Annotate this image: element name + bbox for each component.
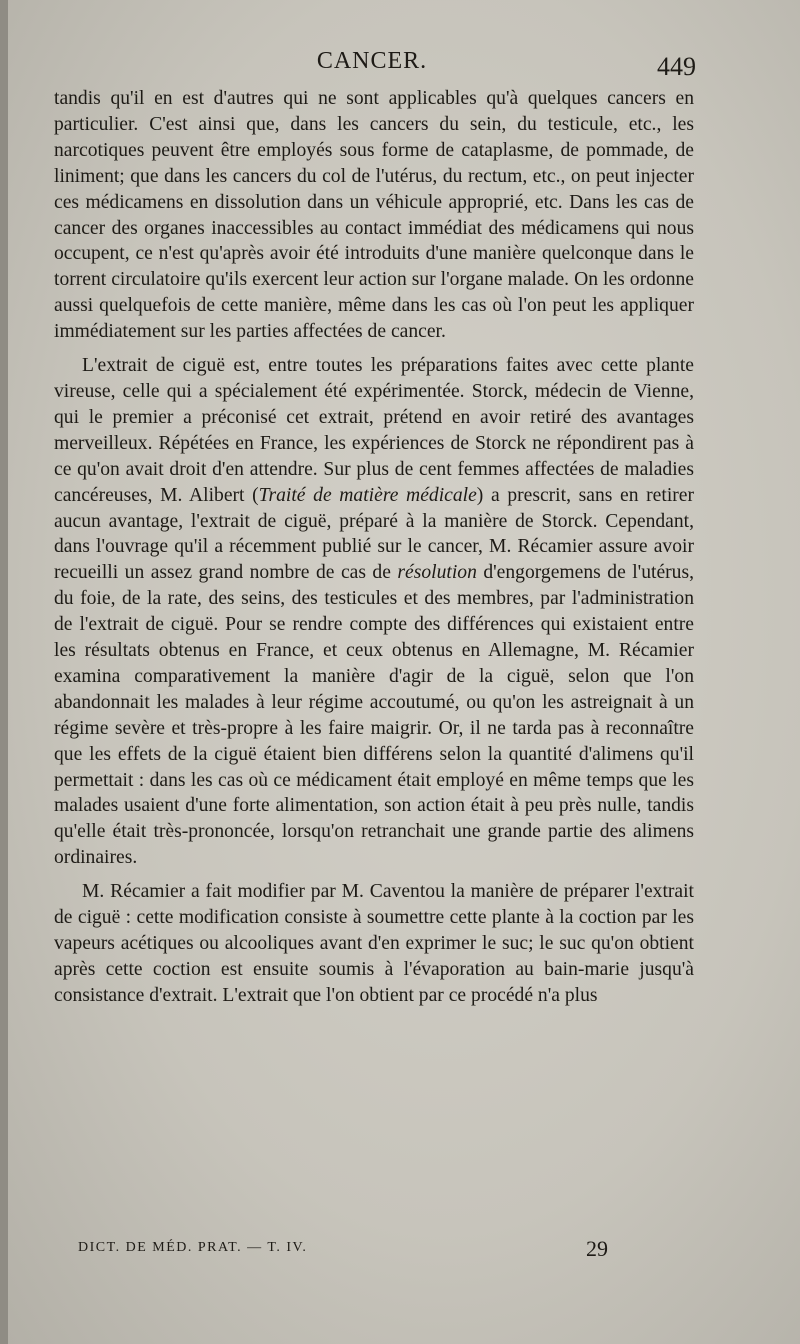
- running-title: CANCER.: [316, 48, 428, 74]
- running-head: [48, 48, 696, 88]
- paragraph-text: tandis qu'il en est d'autres qui ne sont applicables qu'à quelques cancers en particulier. C'est ainsi que, dans les cancers du sein, du testicule, etc., les narcotiques peuvent être employés sous forme de cataplasme, de pommade, de liniment; que dans les cancers du col de l'utérus, du rectum, etc., on peut injecter ces médicamens en dissolution dans un véhicule approprié, etc. Dans les cas de cancer des organes inaccessibles au contact immédiat des médicamens qui nous occupent, ce n'est qu'après avoir été introduits d'une manière quelconque dans le torrent circulatoire qu'ils exercent leur action sur l'organe malade. On les ordonne aussi quelquefois de cette manière, même dans les cas où l'on peut les appliquer immédiatement sur les parties affectées de cancer.: [54, 88, 694, 343]
- book-title-italic: Traité de matière médicale: [258, 484, 477, 506]
- paragraph-continuation: [54, 86, 694, 345]
- paragraph-text: d'engorgemens de l'utérus, du foie, de la rate, des seins, des testicules et des membres, par l'administration de l'extrait de ciguë. Pour se rendre compte des différences qui existaient entre les résultats obtenus en France, et ceux obtenus en Allemagne, M. Récamier examina comparativement la manière d'agir de la ciguë, selon que l'on abandonnait les malades à leur régime accoutumé, ou qu'on les astreignait à un régime sevère et très-propre à les faire maigrir. Or, il ne tarda pas à reconnaître que les effets de la ciguë étaient bien différens selon la quantité d'alimens qu'il permettait : dans les cas où ce médicament était employé en même temps que les malades usaient d'une forte alimentation, son action était à peu près nulle, tandis qu'elle était très-prononcée, lorsqu'on retranchait une grande partie des alimens ordinaires.: [54, 562, 694, 869]
- paragraph-text: ) a prescrit, sans en retirer aucun avantage, l'extrait de ciguë, préparé à la manière de Storck. Cependant, dans l'ouvrage qu'il a récemment publié sur le cancer, M. Récamier assure avoir recueilli un assez grand nombre de cas de: [54, 484, 695, 584]
- paragraph-text: L'extrait de ciguë est, entre toutes les préparations faites avec cette plante vireuse, celle qui a spécialement été expérimentée. Storck, médecin de Vienne, qui le premier a préconisé cet extrait, prétend en avoir retiré des avantages merveilleux. Répétées en France, les expériences de Storck ne répondirent pas à ce qu'on avait droit d'en attendre. Sur plus de cent femmes affectées de maladies cancéreuses, M. Alibert (: [54, 355, 694, 506]
- volume-signature: DICT. DE MÉD. PRAT. — T. IV.: [78, 1240, 308, 1255]
- paragraph-cigue-extract: [54, 353, 694, 871]
- paragraph-recamier-method: [54, 879, 694, 1009]
- term-italic: résolution: [397, 562, 477, 584]
- page-footer: [78, 1236, 638, 1270]
- body-text: [54, 86, 694, 1009]
- paragraph-text: M. Récamier a fait modifier par M. Caventou la manière de préparer l'extrait de ciguë : cette modification consiste à soumettre cette plante à la coction par les vapeurs acétiques ou alcooliques avant d'en exprimer le suc; le suc qu'on obtient après cette coction est ensuite soumis à l'évaporation au bain-marie jusqu'à consistance d'extrait. L'extrait que l'on obtient par ce procédé n'a plus: [54, 881, 694, 1006]
- sheet-number: 29: [586, 1236, 608, 1261]
- page-number: 449: [657, 52, 696, 81]
